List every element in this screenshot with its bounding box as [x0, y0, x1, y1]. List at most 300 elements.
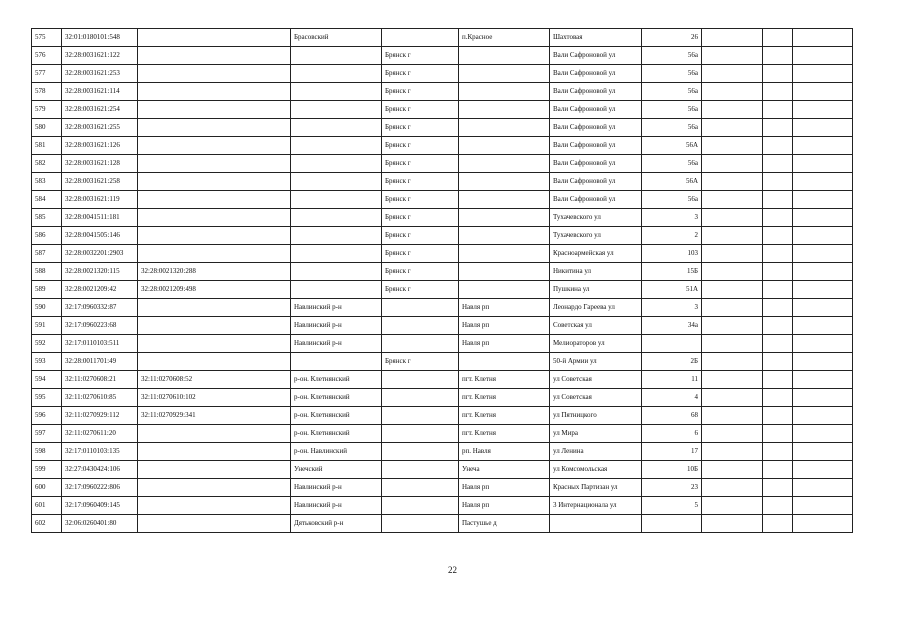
- settlement-cell: [459, 227, 550, 245]
- district-cell: Навлинский р-н: [291, 497, 382, 515]
- house-number: 6: [642, 425, 702, 443]
- settlement-cell: [459, 173, 550, 191]
- city-cell: [382, 389, 459, 407]
- row-number: 583: [32, 173, 62, 191]
- empty-cell: [702, 317, 763, 335]
- row-number: 600: [32, 479, 62, 497]
- street-cell: Никитина ул: [550, 263, 642, 281]
- house-number: 11: [642, 371, 702, 389]
- house-number: 26: [642, 29, 702, 47]
- table-row: [32, 29, 853, 47]
- empty-cell: [702, 245, 763, 263]
- empty-cell: [702, 281, 763, 299]
- street-cell: ул Мира: [550, 425, 642, 443]
- empty-cell: [793, 119, 853, 137]
- cadastral-number: 32:28:0041505:146: [62, 227, 138, 245]
- empty-cell: [793, 83, 853, 101]
- page-number: 22: [448, 565, 457, 575]
- cadastral-number-secondary: 32:28:0021209:498: [138, 281, 291, 299]
- city-cell: [382, 317, 459, 335]
- district-cell: Унечский: [291, 461, 382, 479]
- table-row: [32, 461, 853, 479]
- district-cell: р-он. Клетнянский: [291, 389, 382, 407]
- street-cell: Пушкина ул: [550, 281, 642, 299]
- empty-cell: [793, 335, 853, 353]
- street-cell: Вали Сафроновой ул: [550, 191, 642, 209]
- empty-cell: [793, 209, 853, 227]
- settlement-cell: [459, 209, 550, 227]
- house-number: 17: [642, 443, 702, 461]
- cadastral-number-secondary: [138, 173, 291, 191]
- street-cell: Красных Партизан ул: [550, 479, 642, 497]
- street-cell: ул Советская: [550, 389, 642, 407]
- house-number: 56а: [642, 191, 702, 209]
- empty-cell: [702, 425, 763, 443]
- row-number: 589: [32, 281, 62, 299]
- settlement-cell: [459, 119, 550, 137]
- settlement-cell: [459, 191, 550, 209]
- district-cell: [291, 137, 382, 155]
- cadastral-number-secondary: [138, 209, 291, 227]
- city-cell: [382, 29, 459, 47]
- empty-cell: [763, 389, 793, 407]
- street-cell: Леонардо Гареева ул: [550, 299, 642, 317]
- district-cell: [291, 119, 382, 137]
- settlement-cell: рп. Навля: [459, 443, 550, 461]
- city-cell: Брянск г: [382, 263, 459, 281]
- empty-cell: [793, 371, 853, 389]
- table-row: [32, 209, 853, 227]
- city-cell: Брянск г: [382, 47, 459, 65]
- cadastral-number-secondary: [138, 101, 291, 119]
- empty-cell: [702, 299, 763, 317]
- empty-cell: [702, 407, 763, 425]
- cadastral-number: 32:17:0110103:511: [62, 335, 138, 353]
- cadastral-number: 32:28:0021209:42: [62, 281, 138, 299]
- empty-cell: [793, 29, 853, 47]
- settlement-cell: [459, 137, 550, 155]
- city-cell: [382, 497, 459, 515]
- city-cell: Брянск г: [382, 227, 459, 245]
- city-cell: Брянск г: [382, 119, 459, 137]
- table-row: [32, 335, 853, 353]
- district-cell: Навлинский р-н: [291, 317, 382, 335]
- city-cell: Брянск г: [382, 155, 459, 173]
- house-number: [642, 335, 702, 353]
- empty-cell: [793, 227, 853, 245]
- district-cell: Навлинский р-н: [291, 335, 382, 353]
- empty-cell: [793, 353, 853, 371]
- empty-cell: [763, 137, 793, 155]
- cadastral-number: 32:17:0960222:806: [62, 479, 138, 497]
- empty-cell: [702, 173, 763, 191]
- cadastral-number-secondary: [138, 443, 291, 461]
- cadastral-number-secondary: 32:11:0270610:102: [138, 389, 291, 407]
- cadastral-number-secondary: [138, 335, 291, 353]
- settlement-cell: [459, 353, 550, 371]
- table-row: [32, 263, 853, 281]
- house-number: 3: [642, 209, 702, 227]
- house-number: 3: [642, 299, 702, 317]
- empty-cell: [793, 389, 853, 407]
- cadastral-number: 32:11:0270611:20: [62, 425, 138, 443]
- empty-cell: [763, 173, 793, 191]
- table-row: [32, 299, 853, 317]
- table-body: [32, 29, 853, 533]
- row-number: 587: [32, 245, 62, 263]
- empty-cell: [763, 299, 793, 317]
- district-cell: р-он. Клетнянский: [291, 407, 382, 425]
- cadastral-number-secondary: [138, 497, 291, 515]
- empty-cell: [793, 479, 853, 497]
- settlement-cell: [459, 245, 550, 263]
- settlement-cell: Навля рп: [459, 299, 550, 317]
- table-row: [32, 65, 853, 83]
- cadastral-number: 32:11:0270610:85: [62, 389, 138, 407]
- cadastral-number: 32:28:0031621:128: [62, 155, 138, 173]
- empty-cell: [763, 317, 793, 335]
- row-number: 582: [32, 155, 62, 173]
- table-row: [32, 371, 853, 389]
- district-cell: [291, 353, 382, 371]
- table-row: [32, 119, 853, 137]
- district-cell: Брасовский: [291, 29, 382, 47]
- empty-cell: [702, 263, 763, 281]
- table-row: [32, 281, 853, 299]
- district-cell: [291, 173, 382, 191]
- settlement-cell: пгт. Клетня: [459, 407, 550, 425]
- cadastral-number: 32:28:0031621:126: [62, 137, 138, 155]
- settlement-cell: пгт. Клетня: [459, 389, 550, 407]
- empty-cell: [763, 407, 793, 425]
- cadastral-number-secondary: [138, 299, 291, 317]
- row-number: 581: [32, 137, 62, 155]
- district-cell: р-он. Клетнянский: [291, 371, 382, 389]
- row-number: 599: [32, 461, 62, 479]
- city-cell: Брянск г: [382, 137, 459, 155]
- cadastral-number: 32:28:0011701:49: [62, 353, 138, 371]
- city-cell: [382, 461, 459, 479]
- table-row: [32, 245, 853, 263]
- cadastral-number: 32:28:0031621:119: [62, 191, 138, 209]
- empty-cell: [763, 353, 793, 371]
- city-cell: [382, 443, 459, 461]
- street-cell: 3 Интернационала ул: [550, 497, 642, 515]
- table-row: [32, 227, 853, 245]
- empty-cell: [702, 479, 763, 497]
- empty-cell: [793, 263, 853, 281]
- house-number: 5: [642, 497, 702, 515]
- street-cell: Тухачевского ул: [550, 209, 642, 227]
- settlement-cell: [459, 101, 550, 119]
- empty-cell: [763, 371, 793, 389]
- row-number: 585: [32, 209, 62, 227]
- table-row: [32, 101, 853, 119]
- row-number: 575: [32, 29, 62, 47]
- cadastral-number-secondary: [138, 119, 291, 137]
- table-row: [32, 425, 853, 443]
- empty-cell: [763, 119, 793, 137]
- cadastral-number-secondary: [138, 137, 291, 155]
- empty-cell: [702, 371, 763, 389]
- table-row: [32, 389, 853, 407]
- empty-cell: [793, 515, 853, 533]
- empty-cell: [763, 281, 793, 299]
- district-cell: Дятьковский р-н: [291, 515, 382, 533]
- street-cell: ул Советская: [550, 371, 642, 389]
- empty-cell: [793, 407, 853, 425]
- empty-cell: [702, 389, 763, 407]
- row-number: 593: [32, 353, 62, 371]
- empty-cell: [702, 353, 763, 371]
- empty-cell: [702, 101, 763, 119]
- empty-cell: [793, 317, 853, 335]
- city-cell: [382, 371, 459, 389]
- empty-cell: [793, 137, 853, 155]
- house-number: [642, 515, 702, 533]
- empty-cell: [763, 209, 793, 227]
- house-number: 68: [642, 407, 702, 425]
- row-number: 588: [32, 263, 62, 281]
- empty-cell: [793, 461, 853, 479]
- street-cell: 50-й Армии ул: [550, 353, 642, 371]
- city-cell: Брянск г: [382, 173, 459, 191]
- settlement-cell: Навля рп: [459, 479, 550, 497]
- street-cell: Вали Сафроновой ул: [550, 155, 642, 173]
- empty-cell: [793, 443, 853, 461]
- empty-cell: [763, 101, 793, 119]
- row-number: 594: [32, 371, 62, 389]
- street-cell: [550, 515, 642, 533]
- cadastral-number-secondary: [138, 191, 291, 209]
- table-row: [32, 47, 853, 65]
- cadastral-number: 32:28:0032201:2903: [62, 245, 138, 263]
- empty-cell: [763, 245, 793, 263]
- row-number: 580: [32, 119, 62, 137]
- district-cell: Навлинский р-н: [291, 479, 382, 497]
- table-row: [32, 443, 853, 461]
- settlement-cell: Навля рп: [459, 335, 550, 353]
- empty-cell: [702, 335, 763, 353]
- cadastral-number-secondary: 32:11:0270929:341: [138, 407, 291, 425]
- city-cell: [382, 515, 459, 533]
- empty-cell: [793, 101, 853, 119]
- empty-cell: [763, 65, 793, 83]
- district-cell: р-он. Клетнянский: [291, 425, 382, 443]
- district-cell: р-он. Навлинский: [291, 443, 382, 461]
- city-cell: [382, 425, 459, 443]
- street-cell: Советская ул: [550, 317, 642, 335]
- district-cell: Навлинский р-н: [291, 299, 382, 317]
- row-number: 586: [32, 227, 62, 245]
- cadastral-number-secondary: [138, 65, 291, 83]
- empty-cell: [763, 227, 793, 245]
- cadastral-number: 32:28:0031621:254: [62, 101, 138, 119]
- house-number: 56А: [642, 137, 702, 155]
- house-number: 15Б: [642, 263, 702, 281]
- cadastral-number-secondary: [138, 47, 291, 65]
- settlement-cell: пгт. Клетня: [459, 371, 550, 389]
- empty-cell: [763, 191, 793, 209]
- empty-cell: [702, 119, 763, 137]
- empty-cell: [793, 173, 853, 191]
- cadastral-number: 32:17:0110103:135: [62, 443, 138, 461]
- settlement-cell: [459, 263, 550, 281]
- cadastral-number: 32:28:0041511:181: [62, 209, 138, 227]
- street-cell: Вали Сафроновой ул: [550, 173, 642, 191]
- house-number: 56а: [642, 101, 702, 119]
- city-cell: Брянск г: [382, 245, 459, 263]
- settlement-cell: пгт. Клетня: [459, 425, 550, 443]
- cadastral-number: 32:28:0031621:255: [62, 119, 138, 137]
- district-cell: [291, 227, 382, 245]
- empty-cell: [702, 227, 763, 245]
- row-number: 598: [32, 443, 62, 461]
- empty-cell: [702, 65, 763, 83]
- city-cell: Брянск г: [382, 281, 459, 299]
- street-cell: Вали Сафроновой ул: [550, 65, 642, 83]
- house-number: 56а: [642, 119, 702, 137]
- table-row: [32, 497, 853, 515]
- empty-cell: [793, 47, 853, 65]
- settlement-cell: Навля рп: [459, 317, 550, 335]
- street-cell: Мелиораторов ул: [550, 335, 642, 353]
- table-row: [32, 173, 853, 191]
- row-number: 597: [32, 425, 62, 443]
- district-cell: [291, 101, 382, 119]
- settlement-cell: [459, 47, 550, 65]
- row-number: 601: [32, 497, 62, 515]
- street-cell: Вали Сафроновой ул: [550, 119, 642, 137]
- district-cell: [291, 155, 382, 173]
- row-number: 578: [32, 83, 62, 101]
- cadastral-number-secondary: [138, 461, 291, 479]
- cadastral-number: 32:01:0180101:548: [62, 29, 138, 47]
- cadastral-number-secondary: [138, 317, 291, 335]
- house-number: 56а: [642, 65, 702, 83]
- empty-cell: [763, 497, 793, 515]
- table-row: [32, 515, 853, 533]
- street-cell: Вали Сафроновой ул: [550, 101, 642, 119]
- cadastral-number: 32:28:0031621:258: [62, 173, 138, 191]
- house-number: 10Б: [642, 461, 702, 479]
- district-cell: [291, 263, 382, 281]
- row-number: 590: [32, 299, 62, 317]
- row-number: 576: [32, 47, 62, 65]
- table-row: [32, 191, 853, 209]
- house-number: 34а: [642, 317, 702, 335]
- cadastral-number: 32:27:0430424:106: [62, 461, 138, 479]
- table-row: [32, 353, 853, 371]
- empty-cell: [763, 335, 793, 353]
- empty-cell: [793, 281, 853, 299]
- city-cell: [382, 335, 459, 353]
- empty-cell: [793, 497, 853, 515]
- cadastral-number: 32:11:0270608:21: [62, 371, 138, 389]
- street-cell: ул Комсомольская: [550, 461, 642, 479]
- cadastral-number-secondary: 32:11:0270608:52: [138, 371, 291, 389]
- empty-cell: [763, 461, 793, 479]
- empty-cell: [702, 155, 763, 173]
- empty-cell: [793, 245, 853, 263]
- empty-cell: [793, 425, 853, 443]
- house-number: 56а: [642, 83, 702, 101]
- empty-cell: [793, 299, 853, 317]
- settlement-cell: [459, 65, 550, 83]
- street-cell: Шахтовая: [550, 29, 642, 47]
- city-cell: Брянск г: [382, 353, 459, 371]
- empty-cell: [763, 83, 793, 101]
- district-cell: [291, 245, 382, 263]
- empty-cell: [763, 479, 793, 497]
- house-number: 2Б: [642, 353, 702, 371]
- empty-cell: [702, 443, 763, 461]
- table-row: [32, 137, 853, 155]
- city-cell: [382, 407, 459, 425]
- street-cell: Вали Сафроновой ул: [550, 137, 642, 155]
- cadastral-number: 32:28:0021320:115: [62, 263, 138, 281]
- empty-cell: [702, 29, 763, 47]
- house-number: 103: [642, 245, 702, 263]
- table-row: [32, 479, 853, 497]
- empty-cell: [763, 425, 793, 443]
- city-cell: Брянск г: [382, 65, 459, 83]
- settlement-cell: [459, 83, 550, 101]
- cadastral-number: 32:17:0960332:87: [62, 299, 138, 317]
- settlement-cell: п.Красное: [459, 29, 550, 47]
- district-cell: [291, 281, 382, 299]
- house-number: 23: [642, 479, 702, 497]
- empty-cell: [702, 137, 763, 155]
- cadastral-number: 32:06:0260401:80: [62, 515, 138, 533]
- empty-cell: [763, 155, 793, 173]
- settlement-cell: [459, 281, 550, 299]
- row-number: 596: [32, 407, 62, 425]
- street-cell: ул Ленина: [550, 443, 642, 461]
- registry-table: [31, 28, 853, 533]
- empty-cell: [763, 263, 793, 281]
- cadastral-number-secondary: [138, 227, 291, 245]
- table-row: [32, 317, 853, 335]
- row-number: 602: [32, 515, 62, 533]
- empty-cell: [702, 47, 763, 65]
- row-number: 595: [32, 389, 62, 407]
- table-row: [32, 155, 853, 173]
- city-cell: [382, 479, 459, 497]
- cadastral-number: 32:28:0031621:253: [62, 65, 138, 83]
- empty-cell: [702, 497, 763, 515]
- house-number: 56А: [642, 173, 702, 191]
- cadastral-number-secondary: [138, 515, 291, 533]
- house-number: 56а: [642, 155, 702, 173]
- district-cell: [291, 47, 382, 65]
- empty-cell: [793, 155, 853, 173]
- street-cell: ул Пятницкого: [550, 407, 642, 425]
- house-number: 56а: [642, 47, 702, 65]
- cadastral-number: 32:28:0031621:114: [62, 83, 138, 101]
- empty-cell: [763, 515, 793, 533]
- district-cell: [291, 191, 382, 209]
- row-number: 577: [32, 65, 62, 83]
- empty-cell: [763, 443, 793, 461]
- empty-cell: [702, 461, 763, 479]
- settlement-cell: Унеча: [459, 461, 550, 479]
- cadastral-number-secondary: [138, 29, 291, 47]
- settlement-cell: Пастушье д: [459, 515, 550, 533]
- house-number: 4: [642, 389, 702, 407]
- cadastral-number-secondary: [138, 479, 291, 497]
- table-row: [32, 407, 853, 425]
